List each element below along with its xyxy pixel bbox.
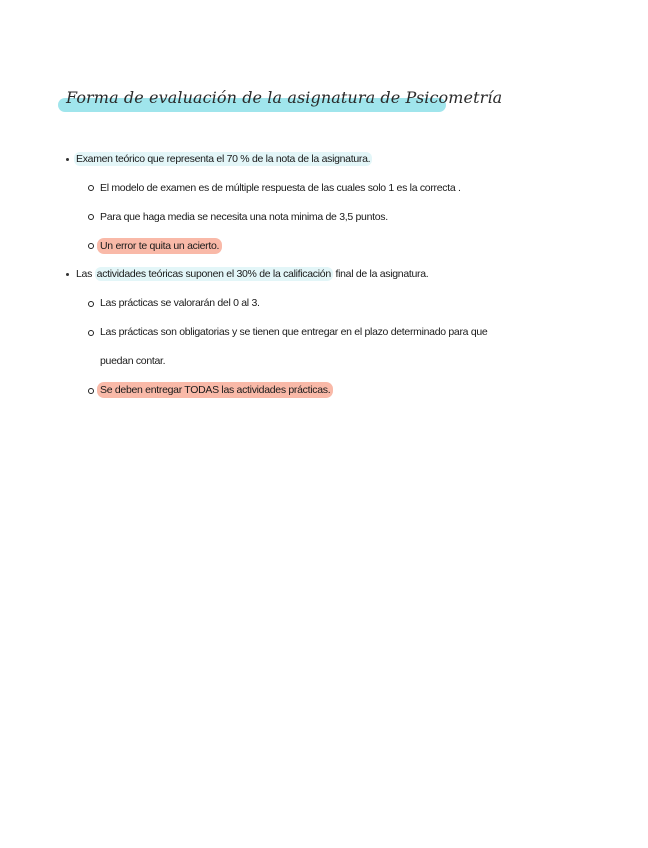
sub-list-item (97, 383, 333, 397)
bullet-dot-icon (66, 158, 69, 161)
bullet-circle-icon (88, 185, 94, 191)
list-item-text-prefix: Las (76, 268, 95, 280)
sub-list-item: Las prácticas son obligatorias y se tienen que entregar en el plazo determinado para que (100, 326, 488, 338)
highlighted-text: Un error te quita un acierto. (97, 238, 222, 254)
list-item-text: Examen teórico que representa el 70 % de la nota de la asignatura. (76, 153, 371, 165)
sub-list-item: Las prácticas se valorarán del 0 al 3. (100, 297, 260, 309)
sub-list-item: El modelo de examen es de múltiple respuesta de las cuales solo 1 es la correcta . (100, 182, 461, 194)
highlighted-text: Se deben entregar TODAS las actividades prácticas. (97, 382, 333, 398)
bullet-dot-icon (66, 273, 69, 276)
list-item-text-highlight: actividades teóricas suponen el 30% de la calificación (96, 268, 331, 280)
page-title: Forma de evaluación de la asignatura de Psicometría (66, 88, 503, 107)
bullet-circle-icon (88, 301, 94, 307)
list-item (74, 152, 372, 166)
sub-list-item: Para que haga media se necesita una nota minima de 3,5 puntos. (100, 211, 388, 223)
list-item (76, 267, 428, 281)
bullet-circle-icon (88, 243, 94, 249)
bullet-circle-icon (88, 214, 94, 220)
list-item-text-suffix: final de la asignatura. (332, 268, 429, 280)
document-title-block (58, 88, 502, 107)
bullet-circle-icon (88, 330, 94, 336)
sub-list-item-continuation: puedan contar. (100, 355, 166, 367)
bullet-circle-icon (88, 388, 94, 394)
sub-list-item (97, 239, 222, 253)
